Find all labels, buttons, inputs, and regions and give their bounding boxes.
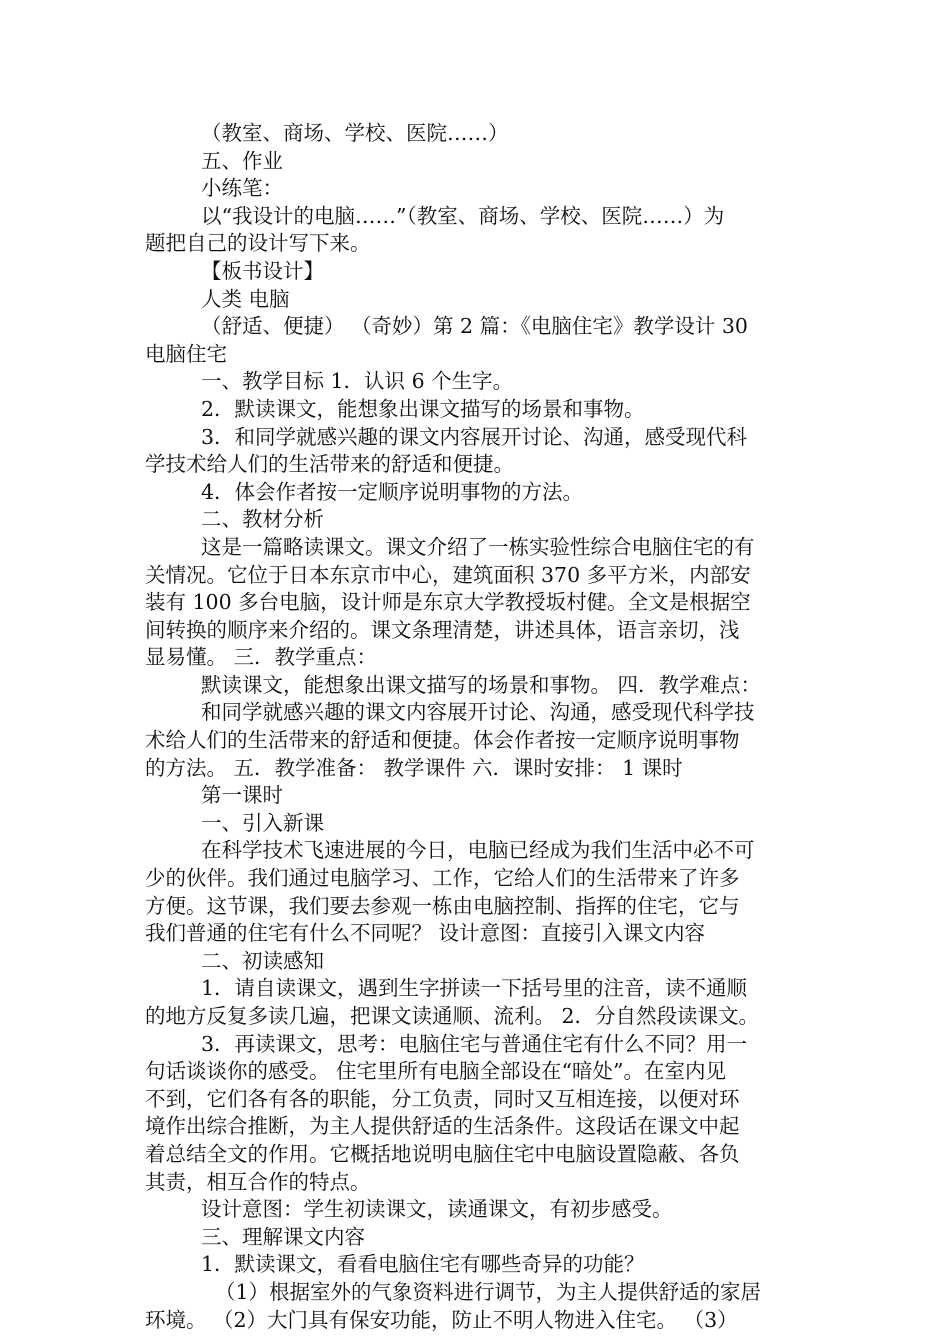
text-line: 人类 电脑 bbox=[201, 286, 290, 311]
text-line: 三、理解课文内容 bbox=[201, 1224, 365, 1249]
text-line: 句话谈谈你的感受。 住宅里所有电脑全部设在“暗处”。在室内见 bbox=[145, 1059, 726, 1084]
text-line: 间转换的顺序来介绍的。课文条理清楚，讲述具体，语言亲切，浅 bbox=[145, 617, 740, 642]
text-line: （舒适、便捷） （奇妙）第 2 篇：《电脑住宅》教学设计 30 bbox=[201, 314, 748, 339]
text-line: 着总结全文的作用。它概括地说明电脑住宅中电脑设置隐蔽、各负 bbox=[145, 1141, 740, 1166]
text-line: 的方法。 五．教学准备： 教学课件 六．课时安排： 1 课时 bbox=[145, 755, 683, 780]
text-line: 以“我设计的电脑……”（教室、商场、学校、医院……）为 bbox=[201, 203, 725, 228]
text-line: 环境。 （2）大门具有保安功能，防止不明人物进入住宅。 （3） bbox=[145, 1307, 738, 1332]
text-line: 题把自己的设计写下来。 bbox=[145, 231, 371, 256]
text-line: 【板书设计】 bbox=[201, 258, 324, 283]
text-line: 小练笔： bbox=[201, 176, 283, 201]
text-line: 一、教学目标 1．认识 6 个生字。 bbox=[201, 369, 514, 394]
document-body bbox=[145, 120, 807, 1334]
text-line: （教室、商场、学校、医院……） bbox=[201, 121, 509, 145]
text-line: 二、初读感知 bbox=[201, 948, 324, 973]
text-line: 和同学就感兴趣的课文内容展开讨论、沟通，感受现代科学技 bbox=[201, 700, 755, 725]
text-line: 1．请自读课文，遇到生字拼读一下括号里的注音，读不通顺 bbox=[201, 976, 748, 1001]
text-line: 设计意图：学生初读课文，读通课文，有初步感受。 bbox=[201, 1197, 673, 1222]
text-line: 3．再读课文，思考：电脑住宅与普通住宅有什么不同？用一 bbox=[201, 1031, 748, 1056]
text-line: 不到，它们各有各的职能，分工负责，同时又互相连接，以便对环 bbox=[145, 1086, 740, 1111]
text-line: 其责，相互合作的特点。 bbox=[145, 1169, 371, 1194]
text-line: 的地方反复多读几遍，把课文读通顺、流利。 2．分自然段读课文。 bbox=[145, 1004, 760, 1028]
text-line: 少的伙伴。我们通过电脑学习、工作，它给人们的生活带来了许多 bbox=[145, 866, 740, 891]
text-line: 显易懂。 三．教学重点： bbox=[145, 645, 378, 670]
text-line: 境作出综合推断，为主人提供舒适的生活条件。这段话在课文中起 bbox=[145, 1114, 740, 1139]
text-line: 默读课文，能想象出课文描写的场景和事物。 四．教学难点： bbox=[201, 672, 762, 697]
text-line: （1）根据室外的气象资料进行调节，为主人提供舒适的家居 bbox=[215, 1279, 762, 1304]
text-line: 4．体会作者按一定顺序说明事物的方法。 bbox=[201, 479, 584, 504]
text-line: 3．和同学就感兴趣的课文内容展开讨论、沟通，感受现代科 bbox=[201, 424, 748, 449]
text-line: 装有 100 多台电脑，设计师是东京大学教授坂村健。全文是根据空 bbox=[145, 590, 751, 615]
text-line: 方便。这节课，我们要去参观一栋由电脑控制、指挥的住宅，它与 bbox=[145, 893, 740, 918]
text-line: 在科学技术飞速进展的今日，电脑已经成为我们生活中必不可 bbox=[201, 838, 755, 863]
text-line: 一、引入新课 bbox=[201, 810, 324, 835]
text-line: 电脑住宅 bbox=[145, 341, 227, 366]
text-line: 术给人们的生活带来的舒适和便捷。体会作者按一定顺序说明事物 bbox=[145, 728, 740, 753]
text-line: 第一课时 bbox=[201, 783, 283, 808]
text-line: 1．默读课文，看看电脑住宅有哪些奇异的功能？ bbox=[201, 1252, 645, 1277]
text-line: 这是一篇略读课文。课文介绍了一栋实验性综合电脑住宅的有 bbox=[201, 534, 755, 559]
text-line: 五、作业 bbox=[201, 148, 283, 173]
text-line: 学技术给人们的生活带来的舒适和便捷。 bbox=[145, 452, 514, 477]
text-line: 我们普通的住宅有什么不同呢？ 设计意图：直接引入课文内容 bbox=[145, 921, 706, 946]
text-line: 2．默读课文，能想象出课文描写的场景和事物。 bbox=[201, 396, 645, 421]
text-line: 关情况。它位于日本东京市中心，建筑面积 370 多平方米，内部安 bbox=[145, 562, 751, 587]
text-line: 二、教材分析 bbox=[201, 507, 324, 532]
